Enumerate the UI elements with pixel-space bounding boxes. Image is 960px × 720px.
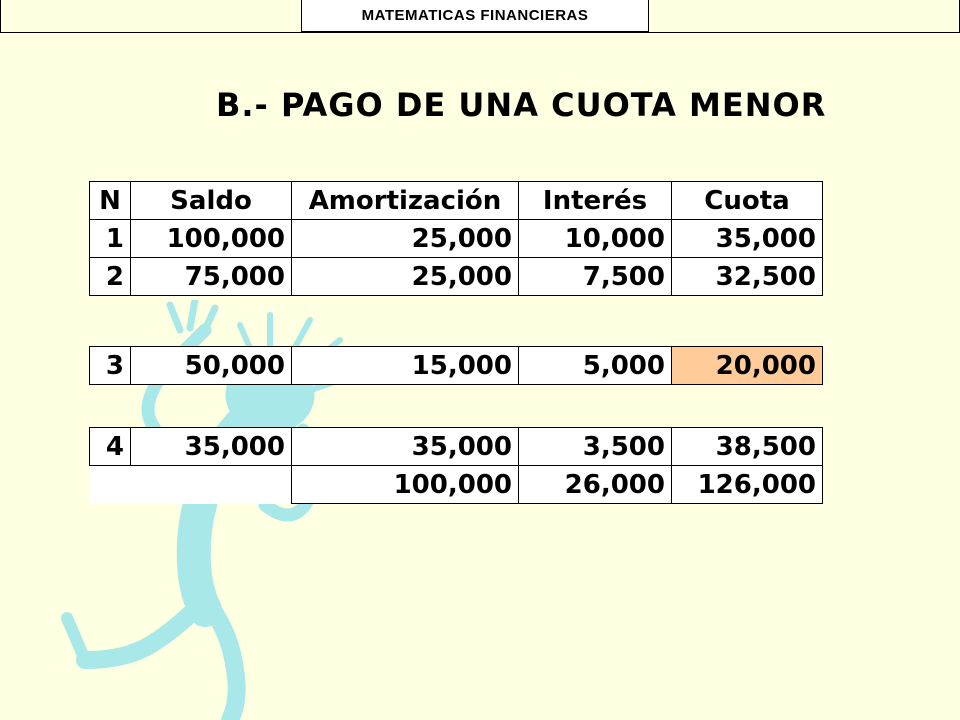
totals-row [90, 466, 823, 504]
cell-interes: 3,500 [519, 428, 672, 466]
final-payment-table [89, 427, 823, 504]
cell-interes: 10,000 [519, 220, 672, 258]
cell-n: 2 [90, 258, 131, 296]
column-header-saldo: Saldo [131, 182, 292, 220]
table-row [90, 428, 823, 466]
cell-cuota: 35,000 [672, 220, 823, 258]
total-interes: 26,000 [519, 466, 672, 504]
column-header-interes: Interés [519, 182, 672, 220]
cell-interes: 5,000 [519, 347, 672, 385]
header-title: MATEMATICAS FINANCIERAS [301, 0, 649, 32]
cell-saldo: 75,000 [131, 258, 292, 296]
cell-n: 1 [90, 220, 131, 258]
cell-saldo: 50,000 [131, 347, 292, 385]
reduced-payment-table [89, 346, 823, 385]
total-amortizacion: 100,000 [292, 466, 519, 504]
empty-cell [90, 466, 131, 504]
cell-saldo: 100,000 [131, 220, 292, 258]
cell-amortizacion: 15,000 [292, 347, 519, 385]
cell-cuota-highlighted: 20,000 [672, 347, 823, 385]
column-header-cuota: Cuota [672, 182, 823, 220]
column-header-amortizacion: Amortización [292, 182, 519, 220]
cell-cuota: 32,500 [672, 258, 823, 296]
column-header-n: N [90, 182, 131, 220]
cell-cuota: 38,500 [672, 428, 823, 466]
table-row [90, 258, 823, 296]
cell-interes: 7,500 [519, 258, 672, 296]
table-row [90, 347, 823, 385]
cell-n: 4 [90, 428, 131, 466]
cell-saldo: 35,000 [131, 428, 292, 466]
cell-amortizacion: 25,000 [292, 258, 519, 296]
table-header-row [90, 182, 823, 220]
header-bar [0, 0, 960, 33]
cell-amortizacion: 25,000 [292, 220, 519, 258]
slide-title: B.- PAGO DE UNA CUOTA MENOR [216, 86, 827, 124]
empty-cell [131, 466, 292, 504]
total-cuota: 126,000 [672, 466, 823, 504]
cell-amortizacion: 35,000 [292, 428, 519, 466]
amortization-table [89, 181, 823, 296]
cell-n: 3 [90, 347, 131, 385]
table-row [90, 220, 823, 258]
